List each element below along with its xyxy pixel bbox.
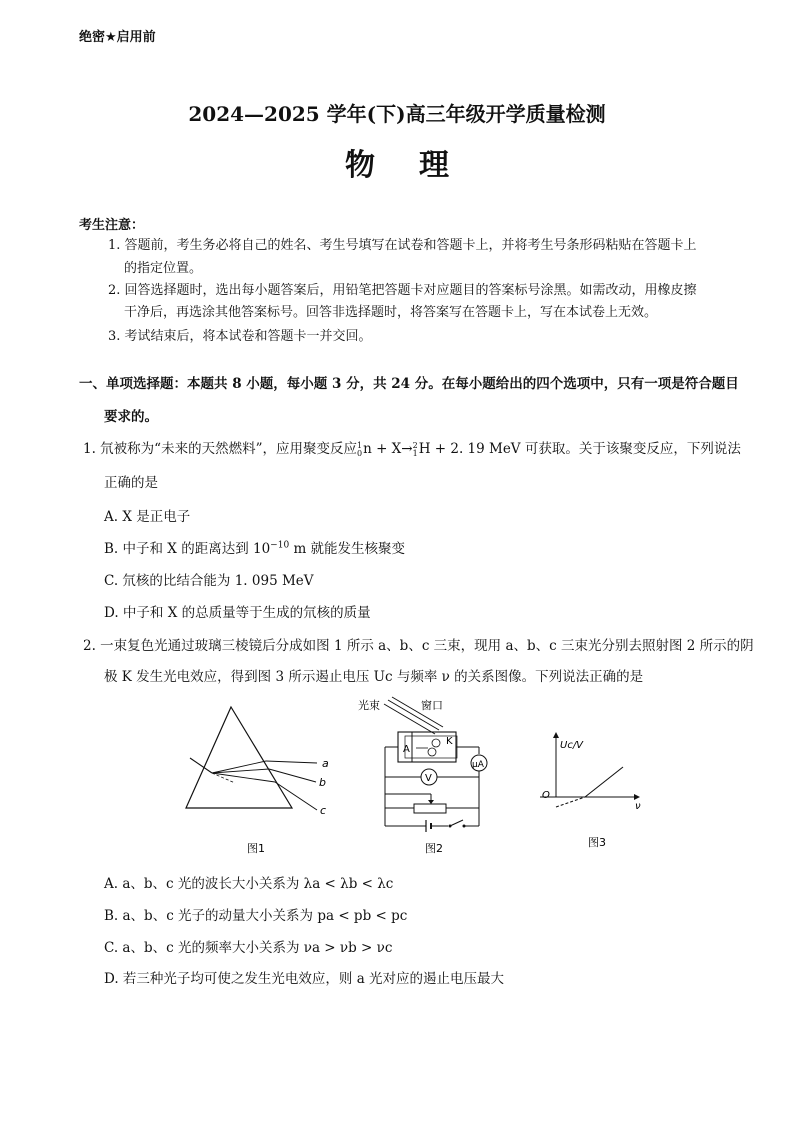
q2-option-a: A. a、b、c 光的波长大小关系为 λa < λb < λc [104,876,394,892]
anode-label: A [403,744,410,755]
incident-ray [190,758,212,773]
q1-option-a: A. X 是正电子 [104,509,191,525]
deuteron-nuclide-indices: 2 1 [412,440,418,458]
ray-b [269,769,316,782]
q2-option-b: B. a、b、c 光子的动量大小关系为 pa < pb < pc [104,908,408,924]
figure-1-prism [186,707,329,855]
figure-1-caption: 图1 [247,842,265,855]
ray-c [275,782,317,810]
beam-label: 光束 [358,699,380,712]
q1-option-d: D. 中子和 X 的总质量等于生成的氘核的质量 [104,605,371,621]
q1-option-c: C. 氘核的比结合能为 1. 095 MeV [104,573,314,589]
question-2-stem: 2. 一束复色光通过玻璃三棱镜后分成如图 1 所示 a、b、c 三束，现用 a、b、c 三束光分别去照射图 2 所示的阴 [83,638,754,654]
ray-a [266,761,317,763]
q2-figures [180,690,660,860]
voltmeter-label: V [425,773,432,784]
subject-title: 物理 [345,148,493,183]
figure-3-graph [540,732,641,849]
cathode-label: K [446,736,453,747]
neutron-nuclide-indices: 1 0 [356,440,363,458]
notice-item-1-cont: 的指定位置。 [124,261,203,276]
q1-option-b: B. 中子和 X 的距离达到 $10^{-10}$ m 就能发生核聚变 [104,540,406,557]
rheostat [414,804,446,813]
origin-label: O [542,790,550,801]
question-1-stem-cont: 正确的是 [104,475,158,491]
figure-3-caption: 图3 [588,836,606,849]
window-label: 窗口 [421,699,443,712]
q2-option-d: D. 若三种光子均可使之发生光电效应，则 a 光对应的遏止电压最大 [104,971,505,987]
extrapolated-line [556,797,585,807]
prism [186,707,292,808]
exam-title: 2024—2025 学年(下)高三年级开学质量检测 [188,102,606,126]
notice-item-2: 2. 回答选择题时，选出每小题答案后，用铅笔把答题卡对应题目的答案标号涂黑。如需改动，用橡皮擦 [108,283,697,298]
confidential-mark: 绝密★启用前 [79,30,156,45]
x-axis-label: ν [635,801,641,812]
uc-frequency-line [585,767,623,797]
notice-item-3: 3. 考试结束后，将本试卷和答题卡一并交回。 [108,329,372,344]
ray-a-label: a [322,757,329,770]
figure-2-caption: 图2 [425,842,443,855]
q2-option-c: C. a、b、c 光的频率大小关系为 νa > νb > νc [104,940,393,956]
section-heading: 一、单项选择题：本题共 8 小题，每小题 3 分，共 24 分。在每小题给出的四个选项中，只有一项是符合题目 [79,376,739,392]
ray-c-label: c [320,804,327,817]
notice-heading: 考生注意： [79,218,145,233]
ray-b-label: b [319,776,326,789]
y-axis-label: Uc/V [560,740,584,751]
switch [450,820,463,826]
section-heading-cont: 要求的。 [104,409,158,425]
notice-item-2-cont: 干净后，再选涂其他答案标号。回答非选择题时，将答案写在答题卡上，写在本试卷上无效。 [124,305,658,320]
question-1-stem: 1. 氘被称为“未来的天然燃料”，应用聚变反应1 0n + X→2 1H + 2. 19 MeV 可获取。关于该聚变反应，下列说法 [83,440,741,458]
question-2-stem-cont: 极 K 发生光电效应，得到图 3 所示遏止电压 Uc 与频率 ν 的关系图像。下列说法正确的是 [104,669,644,685]
microammeter-label: μA [472,760,484,770]
figure-2-circuit [358,697,487,855]
notice-item-1: 1. 答题前，考生务必将自己的姓名、考生号填写在试卷和答题卡上，并将考生号条形码粘贴在答题卡上 [108,238,697,253]
